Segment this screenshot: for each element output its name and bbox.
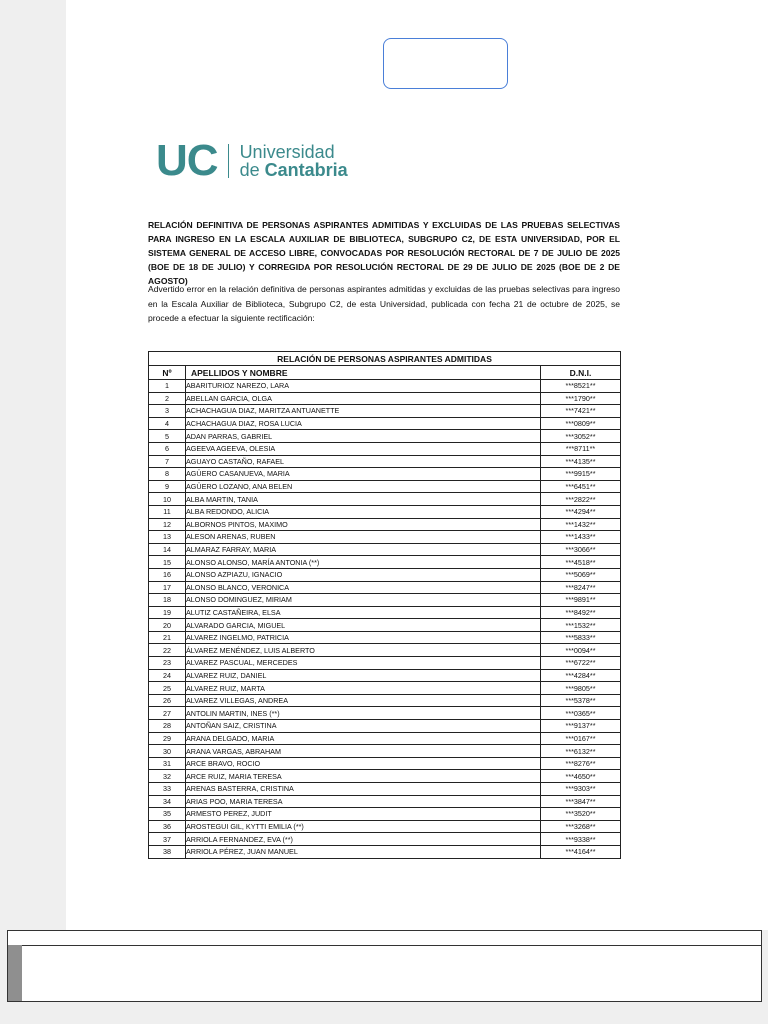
- footer-top-band: [8, 931, 761, 946]
- table-row: [149, 770, 621, 783]
- logo-line-2: [240, 161, 348, 179]
- row-name: AROSTEGUI GIL, KYTTI EMILIA (**): [186, 820, 541, 833]
- row-number: 36: [149, 820, 186, 833]
- column-header-dni: D.N.I.: [541, 366, 621, 380]
- table-row: [149, 568, 621, 581]
- row-number: 10: [149, 493, 186, 506]
- column-header-name: APELLIDOS Y NOMBRE: [186, 366, 541, 380]
- row-name: ALBA REDONDO, ALICIA: [186, 505, 541, 518]
- row-dni: ***8711**: [541, 442, 621, 455]
- row-number: 25: [149, 682, 186, 695]
- table-row: [149, 845, 621, 858]
- row-name: AGEEVA AGEEVA, OLESIA: [186, 442, 541, 455]
- row-dni: ***2822**: [541, 493, 621, 506]
- row-name: ARANA VARGAS, ABRAHAM: [186, 745, 541, 758]
- row-dni: ***9137**: [541, 720, 621, 733]
- table-row: [149, 757, 621, 770]
- row-dni: ***9915**: [541, 468, 621, 481]
- row-dni: ***9338**: [541, 833, 621, 846]
- row-number: 13: [149, 531, 186, 544]
- row-dni: ***4135**: [541, 455, 621, 468]
- table-row: [149, 380, 621, 393]
- row-dni: ***1790**: [541, 392, 621, 405]
- column-header-number: Nº: [149, 366, 186, 380]
- row-dni: ***4284**: [541, 669, 621, 682]
- logo-line-1: Universidad: [239, 142, 335, 162]
- row-name: ANTOÑAN SAIZ, CRISTINA: [186, 720, 541, 733]
- table-row: [149, 468, 621, 481]
- row-name: ARMESTO PEREZ, JUDIT: [186, 808, 541, 821]
- row-name: ÁLVAREZ MENÉNDEZ, LUIS ALBERTO: [186, 644, 541, 657]
- row-dni: ***9805**: [541, 682, 621, 695]
- table-row: [149, 493, 621, 506]
- row-name: ACHACHAGUA DIAZ, MARITZA ANTUANETTE: [186, 405, 541, 418]
- row-dni: ***4650**: [541, 770, 621, 783]
- row-dni: ***3052**: [541, 430, 621, 443]
- logo-wordmark: [240, 143, 348, 179]
- row-number: 11: [149, 505, 186, 518]
- row-number: 19: [149, 606, 186, 619]
- row-name: ADAN PARRAS, GABRIEL: [186, 430, 541, 443]
- row-number: 23: [149, 657, 186, 670]
- row-number: 2: [149, 392, 186, 405]
- row-name: ALMARAZ FARRAY, MARIA: [186, 543, 541, 556]
- table-row: [149, 644, 621, 657]
- row-name: ALVAREZ VILLEGAS, ANDREA: [186, 694, 541, 707]
- row-name: ALVAREZ RUIZ, DANIEL: [186, 669, 541, 682]
- row-dni: ***0809**: [541, 417, 621, 430]
- row-number: 14: [149, 543, 186, 556]
- row-dni: ***8492**: [541, 606, 621, 619]
- row-number: 28: [149, 720, 186, 733]
- row-dni: ***1432**: [541, 518, 621, 531]
- row-name: ARIAS POO, MARIA TERESA: [186, 795, 541, 808]
- row-name: ARRIOLA FERNANDEZ, EVA (**): [186, 833, 541, 846]
- footer-frame: [7, 930, 762, 1002]
- row-number: 31: [149, 757, 186, 770]
- row-number: 17: [149, 581, 186, 594]
- row-name: AGÜERO LOZANO, ANA BELEN: [186, 480, 541, 493]
- document-heading: RELACIÓN DEFINITIVA DE PERSONAS ASPIRANTES ADMITIDAS Y EXCLUIDAS DE LAS PRUEBAS SELECTIVAS PARA INGRESO EN LA ESCALA AUXILIAR DE BIBLIOTECA, SUBGRUPO C2, DE ESTA UNIVERSIDAD, POR EL SISTEMA GENERAL DE ACCESO LIBRE, CONVOCADAS POR RESOLUCIÓN RECTORAL DE 7 DE JULIO DE 2025 (BOE DE 18 DE JULIO) Y CORREGIDA POR RESOLUCIÓN RECTORAL DE 29 DE JULIO DE 2025 (BOE DE 2 DE AGOSTO): [148, 220, 620, 286]
- table-row: [149, 606, 621, 619]
- table-row: [149, 732, 621, 745]
- row-dni: ***0167**: [541, 732, 621, 745]
- table-title: RELACIÓN DE PERSONAS ASPIRANTES ADMITIDAS: [149, 352, 621, 366]
- row-name: ALVAREZ PASCUAL, MERCEDES: [186, 657, 541, 670]
- row-name: ALBORNOS PINTOS, MAXIMO: [186, 518, 541, 531]
- row-name: ALONSO AZPIAZU, IGNACIO: [186, 568, 541, 581]
- table-row: [149, 657, 621, 670]
- row-number: 22: [149, 644, 186, 657]
- row-dni: ***6132**: [541, 745, 621, 758]
- row-dni: ***8521**: [541, 380, 621, 393]
- admitted-table: [148, 351, 621, 859]
- row-name: ALONSO ALONSO, MARÍA ANTONIA (**): [186, 556, 541, 569]
- row-name: ALVAREZ INGELMO, PATRICIA: [186, 631, 541, 644]
- row-number: 35: [149, 808, 186, 821]
- row-dni: ***1433**: [541, 531, 621, 544]
- row-dni: ***0094**: [541, 644, 621, 657]
- row-dni: ***3066**: [541, 543, 621, 556]
- row-name: ALONSO DOMINGUEZ, MIRIAM: [186, 594, 541, 607]
- logo-divider: [228, 144, 229, 178]
- logo-line-2-prefix: de: [239, 160, 265, 180]
- table-row: [149, 707, 621, 720]
- footer-side-bar: [8, 945, 22, 1001]
- table-row: [149, 795, 621, 808]
- row-number: 3: [149, 405, 186, 418]
- row-number: 16: [149, 568, 186, 581]
- row-name: ALBA MARTIN, TANIA: [186, 493, 541, 506]
- row-name: ARANA DELGADO, MARIA: [186, 732, 541, 745]
- table-row: [149, 682, 621, 695]
- row-number: 18: [149, 594, 186, 607]
- row-number: 38: [149, 845, 186, 858]
- row-name: ARRIOLA PÉREZ, JUAN MANUEL: [186, 845, 541, 858]
- row-name: ALVAREZ RUIZ, MARTA: [186, 682, 541, 695]
- row-name: ALVARADO GARCIA, MIGUEL: [186, 619, 541, 632]
- table-title-row: [149, 352, 621, 366]
- row-dni: ***3520**: [541, 808, 621, 821]
- table-row: [149, 442, 621, 455]
- table-row: [149, 619, 621, 632]
- table-row: [149, 455, 621, 468]
- row-dni: ***5833**: [541, 631, 621, 644]
- row-dni: ***9303**: [541, 783, 621, 796]
- row-name: ALONSO BLANCO, VERONICA: [186, 581, 541, 594]
- row-dni: ***3268**: [541, 820, 621, 833]
- row-name: ALUTIZ CASTAÑEIRA, ELSA: [186, 606, 541, 619]
- logo-acronym: UC: [156, 136, 218, 185]
- table-row: [149, 669, 621, 682]
- table-row: [149, 531, 621, 544]
- row-number: 1: [149, 380, 186, 393]
- row-number: 8: [149, 468, 186, 481]
- table-row: [149, 417, 621, 430]
- row-name: ABELLAN GARCIA, OLGA: [186, 392, 541, 405]
- row-number: 6: [149, 442, 186, 455]
- row-name: ALESON ARENAS, RUBEN: [186, 531, 541, 544]
- row-dni: ***6722**: [541, 657, 621, 670]
- row-dni: ***5378**: [541, 694, 621, 707]
- row-number: 33: [149, 783, 186, 796]
- row-number: 26: [149, 694, 186, 707]
- row-number: 24: [149, 669, 186, 682]
- table-row: [149, 556, 621, 569]
- logo-line-2-bold: Cantabria: [264, 160, 348, 180]
- row-dni: ***7421**: [541, 405, 621, 418]
- table-row: [149, 543, 621, 556]
- row-number: 12: [149, 518, 186, 531]
- row-name: ARCE BRAVO, ROCIO: [186, 757, 541, 770]
- table-row: [149, 820, 621, 833]
- row-dni: ***4294**: [541, 505, 621, 518]
- row-name: ABARITURIOZ NAREZO, LARA: [186, 380, 541, 393]
- row-number: 21: [149, 631, 186, 644]
- row-number: 29: [149, 732, 186, 745]
- table-row: [149, 594, 621, 607]
- row-number: 30: [149, 745, 186, 758]
- table-row: [149, 405, 621, 418]
- table-row: [149, 392, 621, 405]
- row-number: 37: [149, 833, 186, 846]
- row-number: 9: [149, 480, 186, 493]
- table-header-row: [149, 366, 621, 380]
- row-number: 5: [149, 430, 186, 443]
- table-row: [149, 694, 621, 707]
- table-row: [149, 480, 621, 493]
- row-dni: ***4164**: [541, 845, 621, 858]
- row-name: ARCE RUIZ, MARIA TERESA: [186, 770, 541, 783]
- table-row: [149, 505, 621, 518]
- signature-stamp-box: [383, 38, 508, 89]
- row-number: 7: [149, 455, 186, 468]
- table-row: [149, 808, 621, 821]
- table-row: [149, 430, 621, 443]
- row-dni: ***3847**: [541, 795, 621, 808]
- row-number: 4: [149, 417, 186, 430]
- table-row: [149, 783, 621, 796]
- table-row: [149, 745, 621, 758]
- row-number: 32: [149, 770, 186, 783]
- row-number: 15: [149, 556, 186, 569]
- row-name: ARENAS BASTERRA, CRISTINA: [186, 783, 541, 796]
- row-dni: ***1532**: [541, 619, 621, 632]
- row-dni: ***8247**: [541, 581, 621, 594]
- table-row: [149, 518, 621, 531]
- row-dni: ***9891**: [541, 594, 621, 607]
- row-number: 34: [149, 795, 186, 808]
- row-name: AGÜERO CASANUEVA, MARIA: [186, 468, 541, 481]
- row-dni: ***6451**: [541, 480, 621, 493]
- table-row: [149, 631, 621, 644]
- row-dni: ***8276**: [541, 757, 621, 770]
- university-logo: [156, 136, 348, 185]
- table-row: [149, 581, 621, 594]
- table-row: [149, 833, 621, 846]
- row-number: 27: [149, 707, 186, 720]
- row-dni: ***4518**: [541, 556, 621, 569]
- row-name: AGUAYO CASTAÑO, RAFAEL: [186, 455, 541, 468]
- row-dni: ***5069**: [541, 568, 621, 581]
- row-dni: ***0365**: [541, 707, 621, 720]
- table-row: [149, 720, 621, 733]
- row-name: ANTOLIN MARTIN, INES (**): [186, 707, 541, 720]
- row-number: 20: [149, 619, 186, 632]
- document-intro: Advertido error en la relación definitiva de personas aspirantes admitidas y excluidas de las pruebas selectivas para ingreso en la Escala Auxiliar de Biblioteca, Subgrupo C2, de esta Universidad, publicada con fecha 21 de octubre de 2025, se procede a efectuar la siguiente rectificación:: [148, 284, 620, 323]
- row-name: ACHACHAGUA DIAZ, ROSA LUCIA: [186, 417, 541, 430]
- table-body: [149, 380, 621, 859]
